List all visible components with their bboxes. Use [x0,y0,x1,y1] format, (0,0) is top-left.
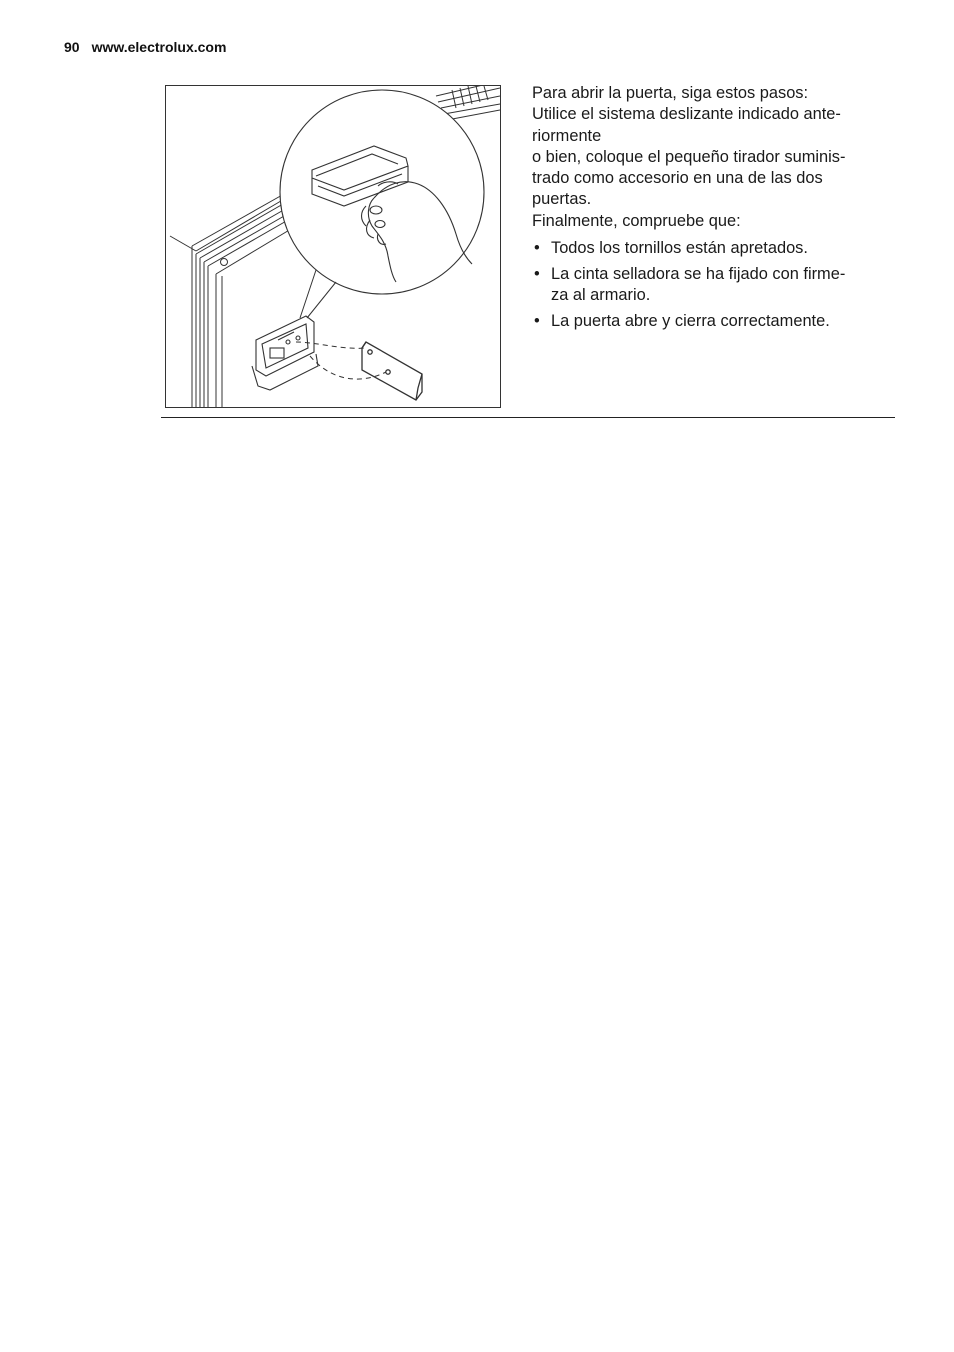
step-1-line-2: riormente [532,126,602,145]
check-list [532,238,892,332]
step-1-line-1: Utilice el sistema deslizante indicado ante- [532,105,841,124]
instructions-text [532,83,892,337]
list-item [532,264,892,307]
door-handle-illustration [165,85,501,408]
page-header [64,38,226,56]
check-item-text: Todos los tornillos están apretados. [551,239,808,258]
step-2-line-3: puertas. [532,190,592,209]
door-handle-installation-illustration-icon [166,86,500,407]
bullet-icon: • [534,239,540,258]
list-item [532,311,892,332]
intro-text: Para abrir la puerta, siga estos pasos: [532,84,809,102]
check-item-text: La puerta abre y cierra correctamente. [551,311,830,330]
page-number: 90 [64,39,80,55]
check-item-text: za al armario. [551,286,651,305]
check-intro: Finalmente, compruebe que: [532,211,741,230]
step-2-line-2: trado como accesorio en una de las dos [532,169,823,188]
section-divider [161,417,895,418]
step-2-line-1: o bien, coloque el pequeño tirador suminis- [532,147,846,166]
list-item [532,238,892,259]
check-item-text: La cinta selladora se ha fijado con firme- [551,264,846,283]
bullet-icon: • [534,311,540,330]
website-url: www.electrolux.com [91,39,227,55]
bullet-icon: • [534,264,540,283]
